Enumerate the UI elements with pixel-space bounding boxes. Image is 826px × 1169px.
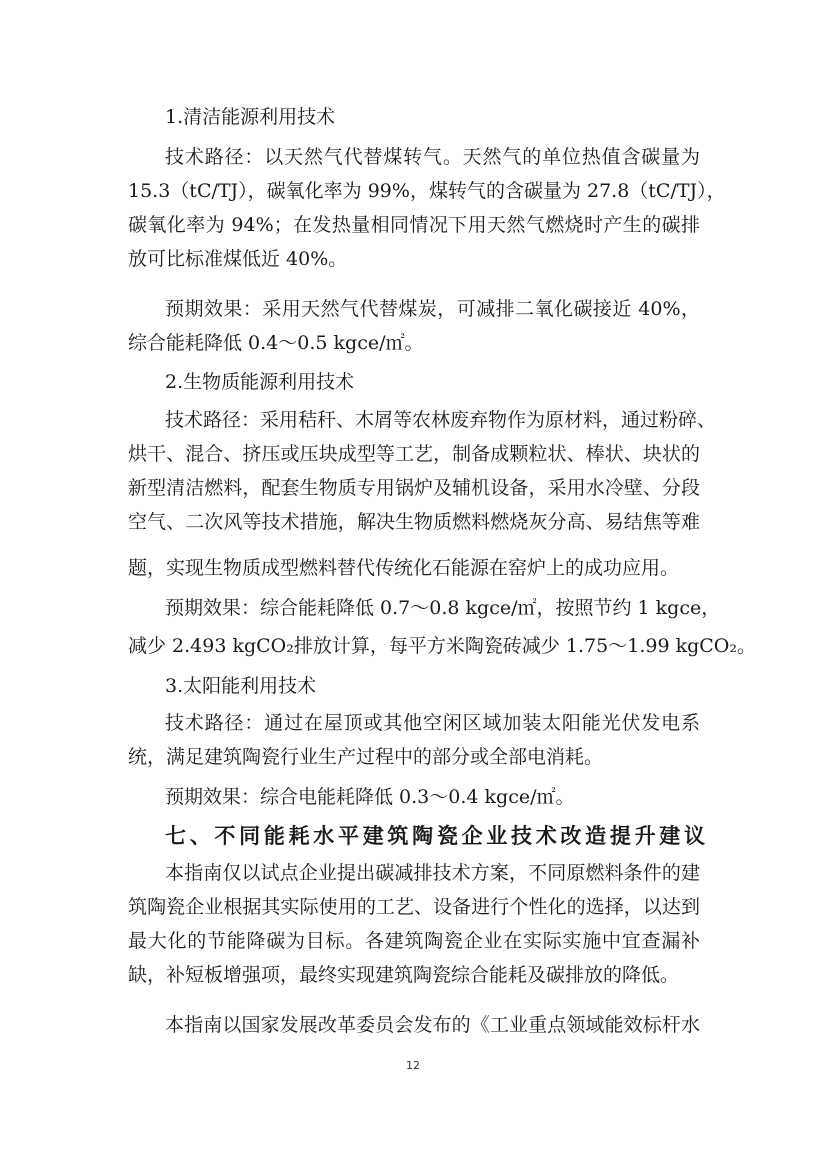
section-2-title: 2.生物质能源利用技术 [165,371,355,393]
section-2-effect-line-1: 预期效果：综合能耗降低 0.7～0.8 kgce/㎡，按照节约 1 kgce， [165,597,721,619]
section-1-path-line-3: 碳氧化率为 94%；在发热量相同情况下用天然气燃烧时产生的碳排 [128,214,700,236]
section-3-path-line-1: 技术路径：通过在屋顶或其他空闲区域加装太阳能光伏发电系 [165,712,700,734]
section-2-path-line-3: 新型清洁燃料，配套生物质专用锅炉及辅机设备，采用水冷壁、分段 [128,477,700,499]
chapter-7-para-1-line-1: 本指南仅以试点企业提出碳减排技术方案，不同原燃料条件的建 [165,862,700,884]
section-1-title: 1.清洁能源利用技术 [165,106,336,128]
chapter-7-para-2-line-1: 本指南以国家发展改革委员会发布的《工业重点领域能效标杆水 [165,1014,700,1036]
section-3-title: 3.太阳能利用技术 [165,675,317,697]
chapter-7-para-1-line-3: 最大化的节能降碳为目标。各建筑陶瓷企业在实际实施中宜查漏补 [128,930,700,952]
section-3-effect-line-1: 预期效果：综合电能耗降低 0.3～0.4 kgce/㎡。 [165,786,575,808]
section-2-effect-line-2: 减少 2.493 kgCO₂排放计算，每平方米陶瓷砖减少 1.75～1.99 kgCO₂。 [128,635,756,657]
section-1-path-line-1: 技术路径：以天然气代替煤转气。天然气的单位热值含碳量为 [165,146,700,168]
section-1-effect-line-2: 综合能耗降低 0.4～0.5 kgce/㎡。 [128,332,424,354]
chapter-heading: 七、不同能耗水平建筑陶瓷企业技术改造提升建议 [165,824,705,848]
section-1-path-line-4: 放可比标准煤低近 40%。 [128,248,348,270]
chapter-7-para-1-line-4: 缺，补短板增强项，最终实现建筑陶瓷综合能耗及碳排放的降低。 [128,964,680,986]
section-2-path-line-4: 空气、二次风等技术措施，解决生物质燃料燃烧灰分高、易结焦等难 [128,511,700,533]
section-1-path-line-2: 15.3（tC/TJ），碳氧化率为 99%，煤转气的含碳量为 27.8（tC/TJ）， [128,180,726,202]
chapter-7-para-1-line-2: 筑陶瓷企业根据其实际使用的工艺、设备进行个性化的选择，以达到 [128,896,700,918]
page-number: 12 [406,1059,420,1072]
section-1-effect-line-1: 预期效果：采用天然气代替煤炭，可减排二氧化碳接近 40%， [165,298,700,320]
section-2-path-line-5: 题，实现生物质成型燃料替代传统化石能源在窑炉上的成功应用。 [128,557,680,579]
section-2-path-line-2: 烘干、混合、挤压或压块成型等工艺，制备成颗粒状、棒状、块状的 [128,443,700,465]
section-3-path-line-2: 统，满足建筑陶瓷行业生产过程中的部分或全部电消耗。 [128,746,604,768]
section-2-path-line-1: 技术路径：采用秸秆、木屑等农林废弃物作为原材料，通过粉碎、 [165,409,717,431]
